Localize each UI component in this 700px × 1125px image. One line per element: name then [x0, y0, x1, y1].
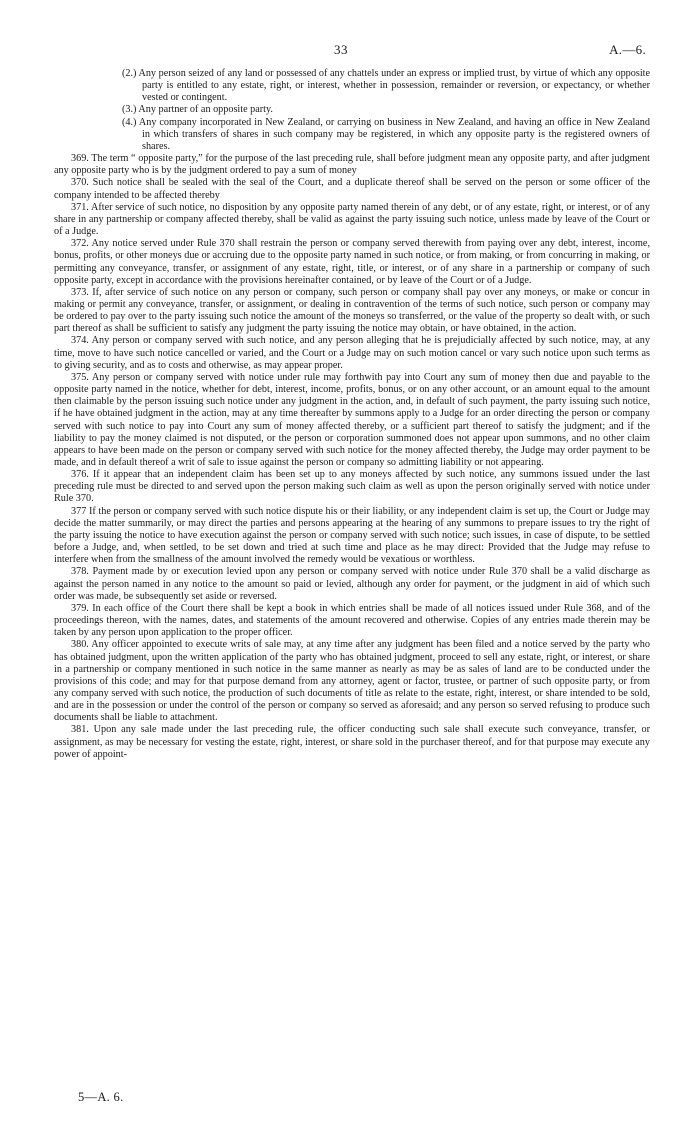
rule-372: 372. Any notice served under Rule 370 shall restrain the person or company served therewith from paying over any debt, interest, income, bonus, profits, or other moneys due or accruing due to the opposite party named in such notice, or from making, or from concurring in making, or permitting any conveyance, transfer, or assignment of any estate, right, title, or interest, or of any share in a partnership or company of such opposite party, except in accordance with the provisions hereinafter contained, or by leave of the Court or of a Judge.	[54, 238, 650, 286]
sub-item: (3.) Any partner of an opposite party.	[122, 104, 273, 116]
rule-369: 369. The term “ opposite party,” for the purpose of the last preceding rule, shall before judgment mean any opposite party, and after judgment any opposite party who is by the judgment ordered to pay a sum of money	[54, 153, 650, 177]
rule-377: 377 If the person or company served with such notice dispute his or their liability, or any independent claim is set up, the Court or Judge may decide the matter summarily, or may direct the parties and persons appearing at the hearing of any summons to prepare issues to try the right of the party issuing the notice to have execution against the person or company served with such notice; such issues, in case of dispute, to be settled before a Judge, and, when settled, to be set down and tried at such time and place as he may direct: Provided that the Judge may refuse to interfere when from the smallness of the amount involved the remedy would be vexatious or worthless.	[54, 505, 650, 566]
rule-370: 370. Such notice shall be sealed with the seal of the Court, and a duplicate thereof shall be served on the person or some officer of the company intended to be affected thereby	[54, 177, 650, 201]
rule-378: 378. Payment made by or execution levied upon any person or company served with notice under Rule 370 shall be a valid discharge as against the person named in any notice to the amount so paid or levied, although any order for payment, or the judgment in aid of which such order was made, be subsequently set aside or reversed.	[54, 566, 650, 602]
rule-381: 381. Upon any sale made under the last preceding rule, the officer conducting such sale shall execute such conveyance, transfer, or assignment, as may be necessary for vesting the estate, right, interest, or share sold in the purchaser thereof, and for that purpose may execute any power of appoint-	[54, 724, 650, 760]
rule-373: 373. If, after service of such notice on any person or company, such person or company shall pay over any moneys, or make or concur in making or permit any conveyance, transfer, or assignment, or dealing in contravention of the terms of such notice, such person or company may be ordered to pay over to the party issuing such notice the amount of the moneys so transferred, or the value of the property so dealt with, or such part thereof as shall be sufficient to satisfy any judgment the party issuing the notice may obtain, or have obtained, in the action.	[54, 286, 650, 335]
rule-380: 380. Any officer appointed to execute writs of sale may, at any time after any judgment has been filed and a notice served by the party who has obtained judgment, upon the written application of the party who has obtained judgment, proceed to sell any estate, right, or interest, or share in a partnership or company mentioned in such notice in the same manner as nearly as may be as sales of land are to be conducted under the provisions of this code; and may for that purpose demand from any attorney, agent or factor, trustee, or partner of such opposite party, or from any company served with such notice, the production of such documents of title as relate to the estate, right, interest, or share intended to be sold, and are in the possession or under the control of the person or company so served as aforesaid; and any person so served refusing to produce such documents shall be liable to attachment.	[54, 639, 650, 724]
rule-371: 371. After service of such notice, no disposition by any opposite party named therein of any debt, or of any estate, right, or interest, or of any share in any partnership or company affected thereby, shall be valid as against the party issuing such notice, unless made by leave of the Court or of a Judge.	[54, 201, 650, 238]
rule-374: 374. Any person or company served with such notice, and any person alleging that he is prejudicially affected by such notice, may, at any time, move to have such notice cancelled or varied, and the Court or a Judge may on such motion cancel or vary such notice upon such terms as to giving security, and as to costs and otherwise, as may appear proper.	[54, 335, 650, 371]
sub-item: (2.) Any person seized of any land or possessed of any chattels under an express or implied trust, by virtue of which any opposite party is entitled to any estate, right, or interest, whether in possession, remainder or reversion, or expectancy, or whether vested or contingent.	[122, 68, 650, 104]
page-header	[0, 44, 700, 60]
document-body	[54, 68, 650, 761]
rule-376: 376. If it appear that an independent claim has been set up to any moneys affected by such notice, any summons issued under the last preceding rule must be directed to and served upon the person making such claim as well as upon the person originally served with notice under Rule 370.	[54, 469, 650, 505]
sub-item: (4.) Any company incorporated in New Zealand, or carrying on business in New Zealand, and having an office in New Zealand in which transfers of shares in such company may be registered, in which any opposite party is the registered owners of shares.	[122, 116, 650, 152]
page-reference: A.—6.	[609, 42, 646, 57]
rule-379: 379. In each office of the Court there shall be kept a book in which entries shall be made of all notices issued under Rule 368, and of the proceedings thereon, with the names, dates, and statements of the amount recovered and otherwise. Copies of any entries made therein may be taken by any person upon application to the proper officer.	[54, 602, 650, 639]
rule-375: 375. Any person or company served with notice under rule may forthwith pay into Court any sum of money then due and payable to the opposite party named in the notice, whether for debt, interest, income, profits, bonus, or on any other account, or an amount equal to the amount then claimable by the person issuing such notice under any judgment in the action, and, in default of such payment, the party issuing such notice, if he have obtained judgment in the action, may at any time thereafter by summons apply to a Judge for an order directing the person or company served with such notice to pay into Court any sum of money affected thereby, or a sufficient part thereof to satisfy the judgment; and if the liability to pay the money claimed is not disputed, or the person or corporation summoned does not appear upon summons, and no other claim appears to have been made on the person or company served with such notice for the money affected thereby, the Judge may order payment to be made, and in default thereof a writ of sale to issue against the person or company so admitting liability or not appearing.	[54, 371, 650, 468]
page-number: 33	[334, 42, 348, 57]
signature-mark: 5—A. 6.	[78, 1090, 124, 1104]
